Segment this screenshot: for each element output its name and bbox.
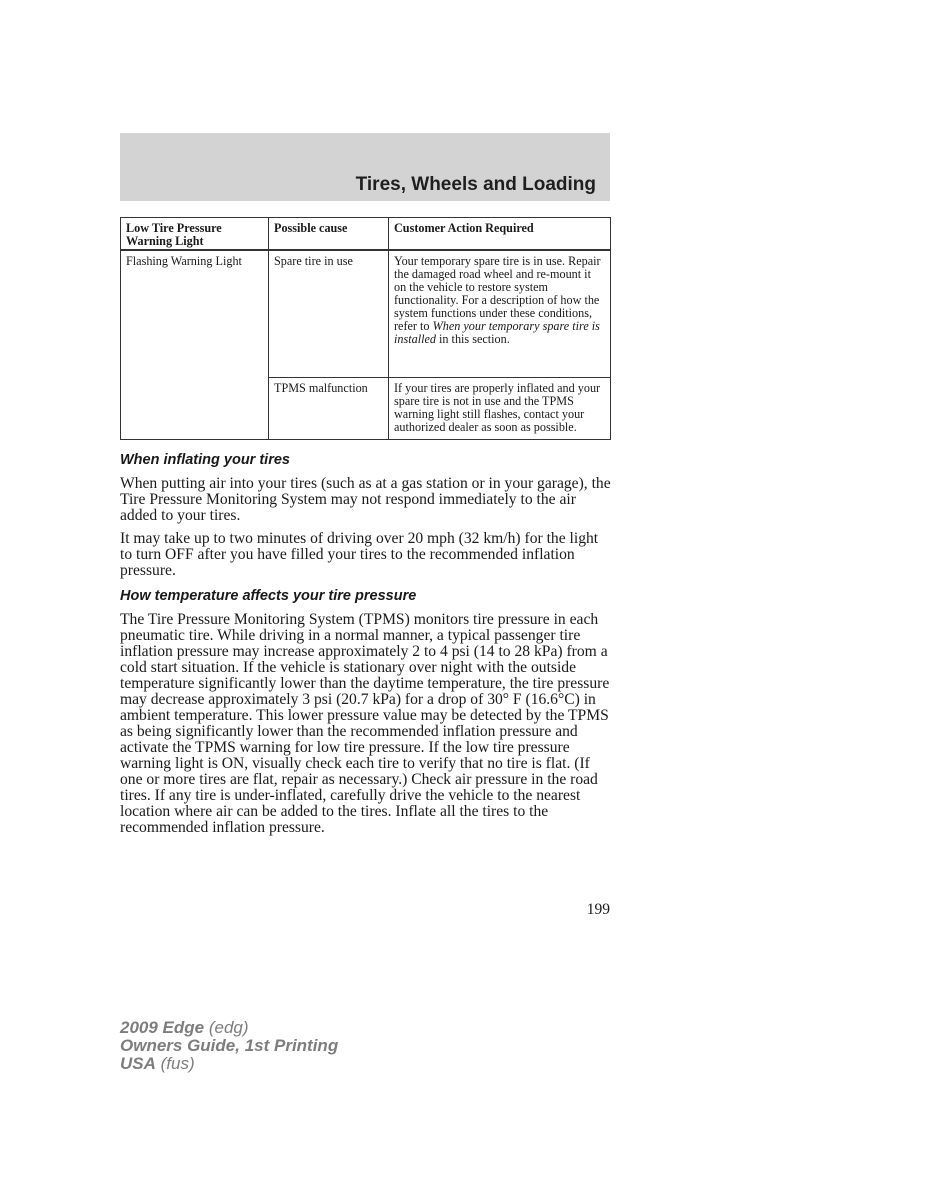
footer-line-guide: Owners Guide, 1st Printing [120, 1036, 339, 1055]
action-text: Your temporary spare tire is in use. Repair the damaged road wheel and re-mount it on the vehicle to restore system functionality. For a description of how the system functions under these conditions, refer to [394, 254, 601, 333]
table-cell-cause: Spare tire in use [269, 250, 389, 378]
table-cell-action [389, 250, 611, 378]
document-footer [120, 1019, 338, 1073]
table-cell-cause: TPMS malfunction [269, 378, 389, 440]
table-header-action-required: Customer Action Required [389, 218, 611, 251]
section-header-band [120, 133, 610, 201]
subheading-temperature: How temperature affects your tire pressure [120, 588, 417, 604]
paragraph-inflating-2: It may take up to two minutes of driving over 20 mph (32 km/h) for the light to turn OFF after you have filled your tires to the recommended inflation pressure. [120, 530, 599, 579]
table-header-row [121, 218, 611, 251]
cross-reference: When your temporary spare tire is installed [394, 319, 600, 346]
table-cell-warning-light-continued [121, 378, 269, 440]
table-row [121, 250, 611, 378]
action-text-end: in this section. [435, 332, 510, 346]
tpms-warning-table [120, 217, 611, 440]
table-cell-warning-light: Flashing Warning Light [121, 250, 269, 378]
table-header-warning-light: Low Tire Pressure Warning Light [121, 218, 269, 251]
page-number: 199 [586, 901, 610, 918]
table-header-possible-cause: Possible cause [269, 218, 389, 251]
table-row [121, 378, 611, 440]
subheading-inflating: When inflating your tires [120, 452, 290, 468]
paragraph-inflating-1: When putting air into your tires (such as at a gas station or in your garage), the Tire Pressure Monitoring System may not respond immediately to the air added to your tires. [120, 475, 611, 524]
footer-line-model: 2009 Edge (edg) [120, 1018, 249, 1037]
section-title: Tires, Wheels and Loading [355, 174, 596, 195]
paragraph-temperature: The Tire Pressure Monitoring System (TPMS) monitors tire pressure in each pneumatic tire. While driving in a normal manner, a typical passenger tire inflation pressure may increase approximately 2 to 4 psi (14 to 28 kPa) from a cold start situation. If the vehicle is stationary over night with the outside temperature significantly lower than the daytime temperature, the tire pressure may decrease approximately 3 psi (20.7 kPa) for a drop of 30° F (16.6°C) in ambient temperature. This lower pressure value may be detected by the TPMS as being significantly lower than the recommended inflation pressure and activate the TPMS warning for low tire pressure. If the low tire pressure warning light is ON, visually check each tire to verify that no tire is flat. (If one or more tires are flat, repair as necessary.) Check air pressure in the road tires. If any tire is under-inflated, carefully drive the vehicle to the nearest location where air can be added to the tires. Inflate all the tires to the recommended inflation pressure. [120, 611, 610, 836]
footer-line-region: USA (fus) [120, 1054, 195, 1073]
table-cell-action: If your tires are properly inflated and your spare tire is not in use and the TPMS warning light still flashes, contact your authorized dealer as soon as possible. [389, 378, 611, 440]
